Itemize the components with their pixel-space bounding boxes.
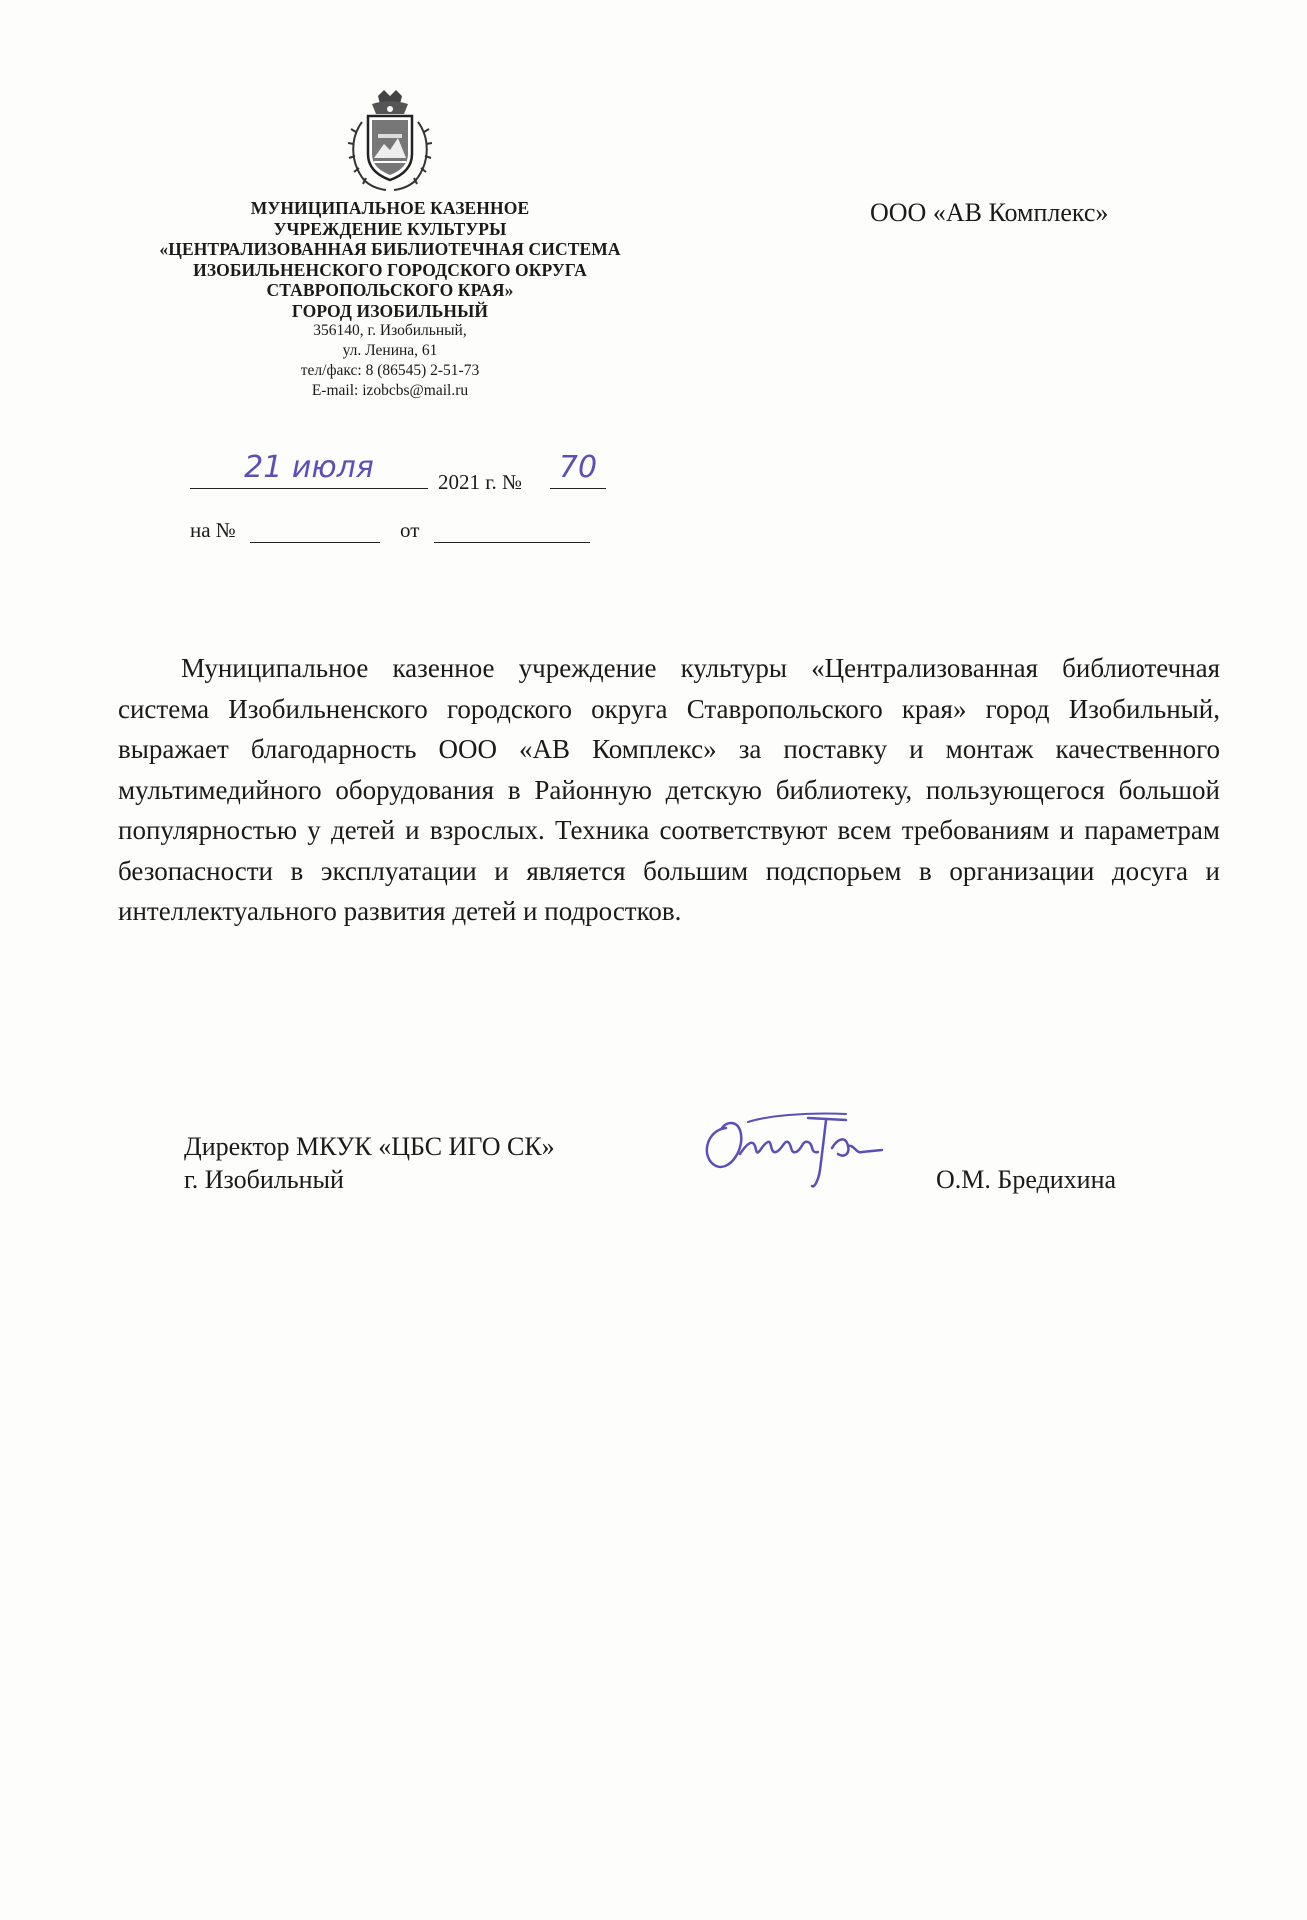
address-line: 356140, г. Изобильный,: [313, 322, 467, 339]
signatory-city: г. Изобильный: [184, 1165, 344, 1194]
ref-from-label: от: [400, 518, 420, 542]
org-name-line: ИЗОБИЛЬНЕНСКОГО ГОРОДСКОГО ОКРУГА: [193, 259, 587, 280]
handwritten-date: 21 июля: [190, 452, 428, 489]
phone-fax: тел/факс: 8 (86545) 2-51-73: [300, 362, 480, 379]
signatory-title: [184, 1130, 555, 1196]
signatory-name: О.М. Бредихина: [936, 1165, 1117, 1194]
year-and-number-label: 2021 г. №: [438, 470, 523, 494]
outgoing-date-line: [190, 450, 610, 498]
addressee: ООО «АВ Комплекс»: [870, 198, 1109, 227]
ref-number-blank: [250, 520, 380, 543]
handwritten-number: 70: [550, 452, 606, 489]
letterhead: [95, 198, 685, 401]
reference-line: [190, 518, 610, 546]
org-name-line: МУНИЦИПАЛЬНОЕ КАЗЕННОЕ: [250, 198, 530, 218]
org-name-line: СТАВРОПОЛЬСКОГО КРАЯ»: [266, 280, 514, 300]
ref-date-blank: [434, 520, 590, 543]
address-street: ул. Ленина, 61: [342, 342, 438, 359]
signatory-position: Директор МКУК «ЦБС ИГО СК»: [184, 1132, 555, 1161]
ref-number-label: на №: [190, 518, 236, 542]
org-city-line: ГОРОД ИЗОБИЛЬНЫЙ: [291, 300, 489, 321]
handwritten-signature-icon: [696, 1098, 926, 1188]
letter-body: Муниципальное казенное учреждение культуры «Централизованная библиотечная система Изобильненского городского округа Ставропольского края» город Изобильный, выражает благодарность ООО «АВ Комплекс» за поставку и монтаж качественного мультимедийного оборудования в Районную детскую библиотеку, пользующегося большой популярностью у детей и взрослых. Техника соответствуют всем требованиям и параметрам безопасности в эксплуатации и является большим подспорьем в организации досуга и интеллектуального развития детей и подростков.: [118, 653, 1220, 926]
email: E-mail: izobcbs@mail.ru: [311, 382, 469, 399]
org-name-line: «ЦЕНТРАЛИЗОВАННАЯ БИБЛИОТЕЧНАЯ СИСТЕМА: [159, 239, 621, 259]
org-name-line: УЧРЕЖДЕНИЕ КУЛЬТУРЫ: [273, 218, 507, 239]
coat-of-arms-icon: [348, 88, 432, 192]
